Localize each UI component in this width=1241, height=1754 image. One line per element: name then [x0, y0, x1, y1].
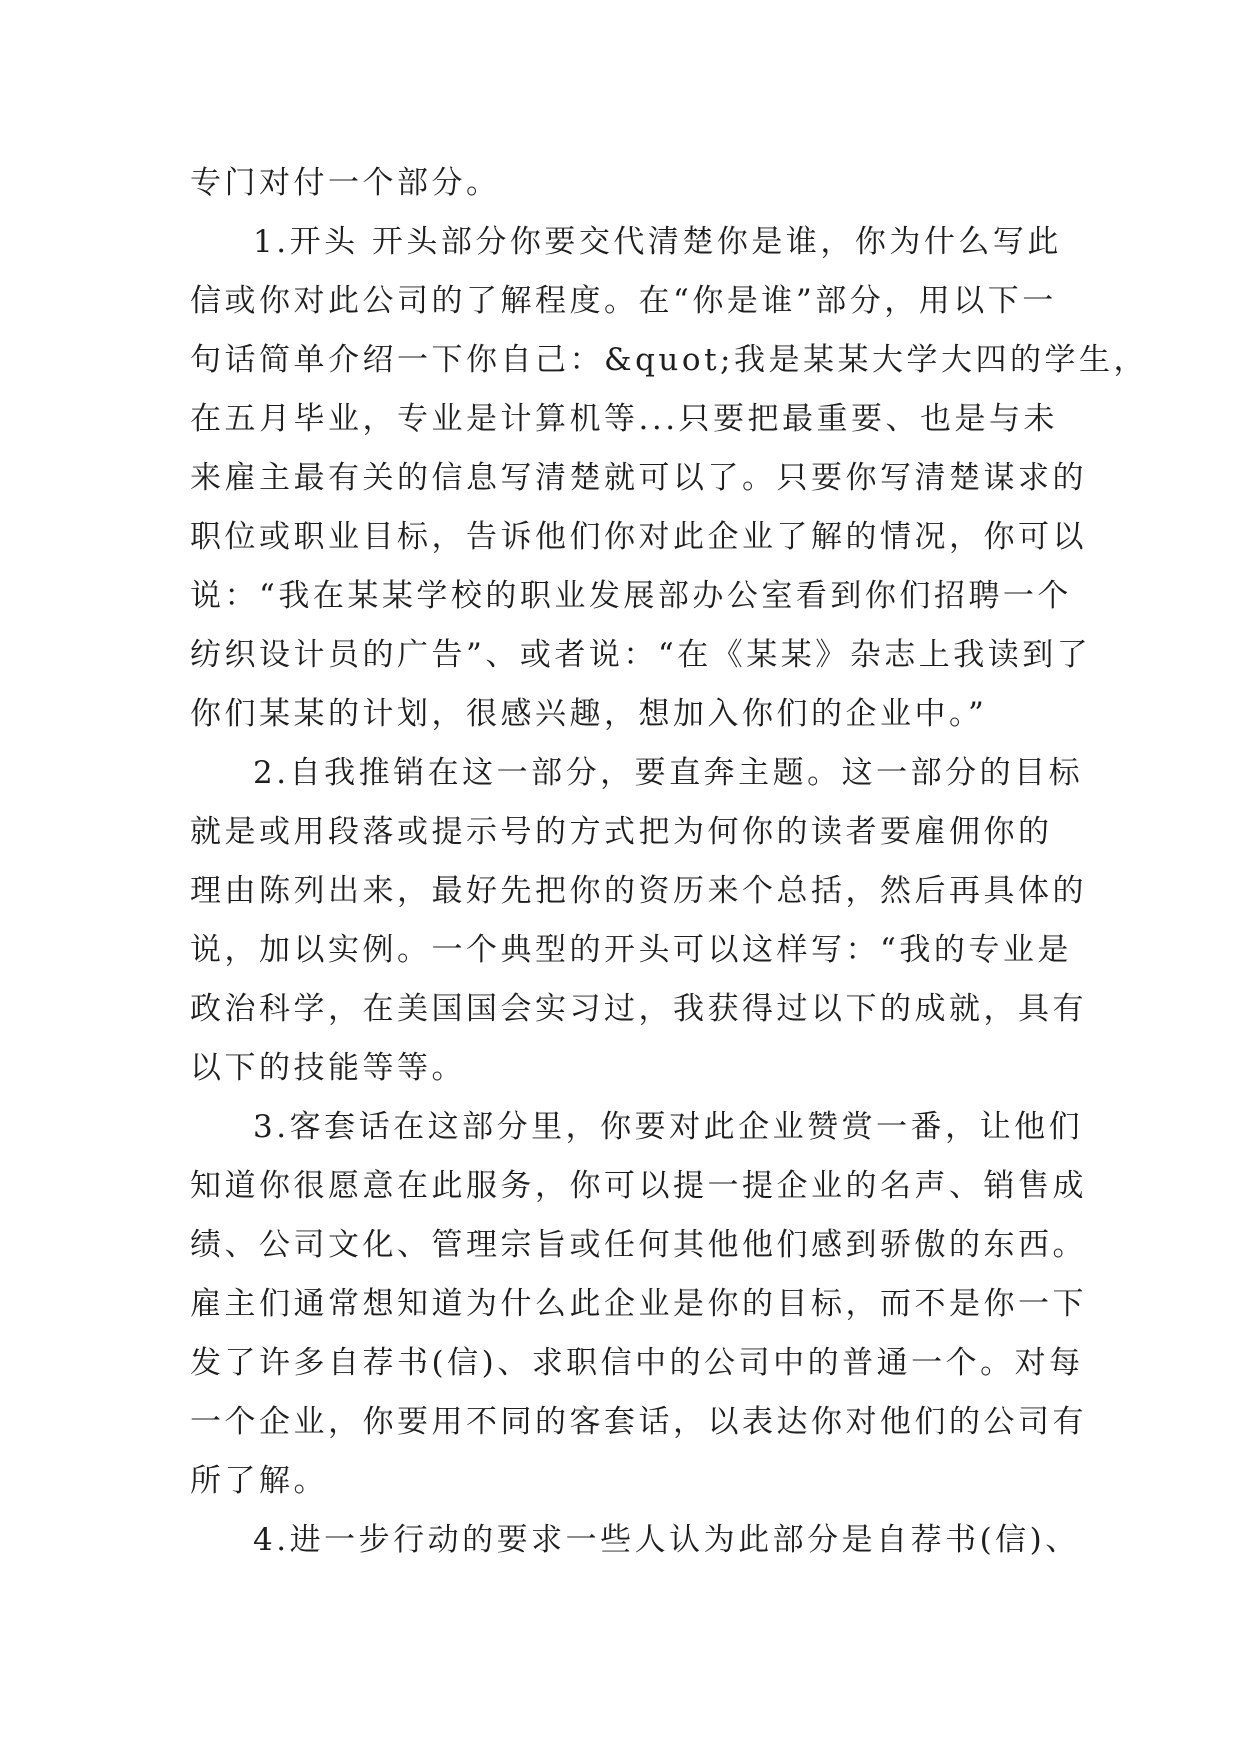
- text-line: 以下的技能等等。: [190, 1050, 466, 1086]
- text-line: 你们某某的计划，很感兴趣，想加入你们的企业中。”: [190, 696, 988, 732]
- text-line: 句话简单介绍一下你自己：&quot;我是某某大学大四的学生，: [190, 342, 1148, 378]
- text-line: 职位或职业目标，告诉他们你对此企业了解的情况，你可以: [190, 519, 1087, 555]
- text-line: 雇主们通常想知道为什么此企业是你的目标，而不是你一下: [190, 1286, 1087, 1322]
- paragraph-2-heading-line: 2.自我推销在这一部分，要直奔主题。这一部分的目标: [253, 755, 1084, 791]
- text-line: 就是或用段落或提示号的方式把为何你的读者要雇佣你的: [190, 814, 1053, 850]
- text-line: 理由陈列出来，最好先把你的资历来个总括，然后再具体的: [190, 873, 1087, 909]
- text-line: 来雇主最有关的信息写清楚就可以了。只要你写清楚谋求的: [190, 460, 1087, 496]
- text-line: 所了解。: [190, 1463, 328, 1499]
- text-line: 知道你很愿意在此服务，你可以提一提企业的名声、销售成: [190, 1168, 1087, 1204]
- text-line: 一个企业，你要用不同的客套话，以表达你对他们的公司有: [190, 1404, 1087, 1440]
- text-line: 信或你对此公司的了解程度。在“你是谁”部分，用以下一: [190, 283, 1057, 319]
- paragraph-4-heading-line: 4.进一步行动的要求一些人认为此部分是自荐书(信)、: [253, 1522, 1080, 1558]
- paragraph-3-heading-line: 3.客套话在这部分里，你要对此企业赞赏一番，让他们: [253, 1109, 1084, 1145]
- text-line: 纺织设计员的广告”、或者说：“在《某某》杂志上我读到了: [190, 637, 1092, 673]
- text-line: 说：“我在某某学校的职业发展部办公室看到你们招聘一个: [190, 578, 1072, 614]
- text-line: 绩、公司文化、管理宗旨或任何其他他们感到骄傲的东西。: [190, 1227, 1087, 1263]
- text-line: 发了许多自荐书(信)、求职信中的公司中的普通一个。对每: [190, 1345, 1084, 1381]
- text-line: 在五月毕业，专业是计算机等...只要把最重要、也是与未: [190, 401, 1059, 437]
- text-line: 说，加以实例。一个典型的开头可以这样写：“我的专业是: [190, 932, 1072, 968]
- text-line: 政治科学，在美国国会实习过，我获得过以下的成就，具有: [190, 991, 1087, 1027]
- text-line: 专门对付一个部分。: [190, 165, 501, 201]
- paragraph-1-heading-line: 1.开头 开头部分你要交代清楚你是谁，你为什么写此: [253, 224, 1062, 260]
